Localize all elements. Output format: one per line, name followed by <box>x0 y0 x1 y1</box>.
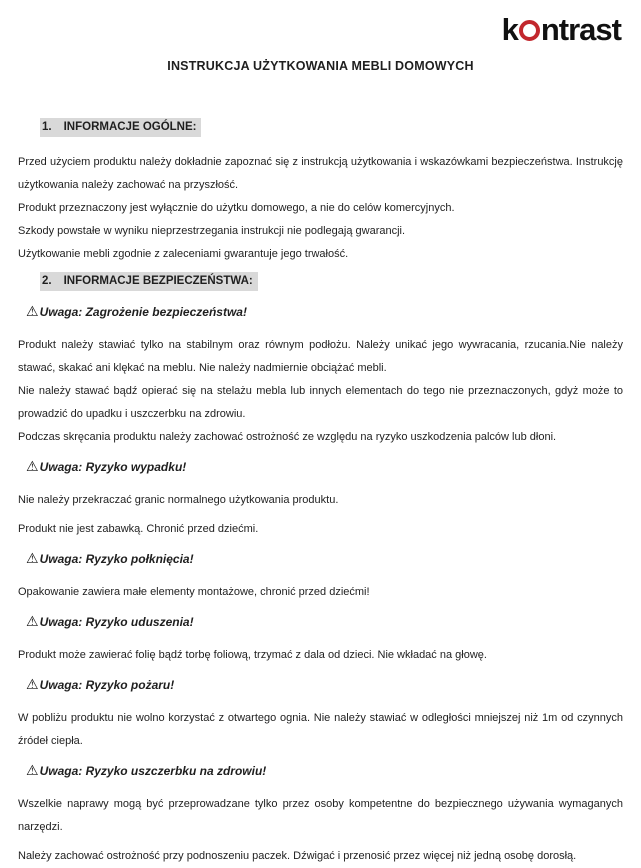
warning-triangle-icon: ⚠ <box>26 677 39 693</box>
warning-heading-ryzyko-uduszenia <box>26 613 623 631</box>
section-heading-general <box>40 118 623 137</box>
warning-title: Uwaga: Zagrożenie bezpieczeństwa! <box>39 305 247 319</box>
page-title: INSTRUKCJA UŻYTKOWANIA MEBLI DOMOWYCH <box>167 59 474 73</box>
paragraph: Przed użyciem produktu należy dokładnie zapoznać się z instrukcją użytkowania i wskazówkami bezpieczeństwa. Instrukcję użytkowania należy zachować na przyszłość. <box>18 156 623 191</box>
heading-label: INFORMACJE BEZPIECZEŃSTWA: <box>63 275 253 287</box>
paragraph: Produkt należy stawiać tylko na stabilnym oraz równym podłożu. Należy unikać jego wywracania, rzucania.Nie należy stawać, skakać ani klękać na meblu. Nie należy nadmiernie obciążać mebli. <box>18 339 623 374</box>
paragraph: Nie należy stawać bądź opierać się na stelażu mebla lub innych elementach do tego nie przeznaczonych, gdyż może to prowadzić do upadku i uszczerbku na zdrowiu. <box>18 385 623 420</box>
heading-number: 2. <box>42 275 52 287</box>
warning-triangle-icon: ⚠ <box>26 459 39 475</box>
warning-heading-ryzyko-uszczerbku-na-zdrowiu <box>26 762 623 780</box>
logo-text-before-o: k <box>501 12 518 47</box>
paragraph: Nie należy przekraczać granic normalnego użytkowania produktu. <box>18 494 339 506</box>
warning-triangle-icon: ⚠ <box>26 304 39 320</box>
warning-heading-ryzyko-wypadku <box>26 458 623 476</box>
warning-title: Uwaga: Ryzyko pożaru! <box>39 678 175 692</box>
paragraph: Szkody powstałe w wyniku nieprzestrzegania instrukcji nie podlegają gwarancji. <box>18 225 406 237</box>
warning-title: Uwaga: Ryzyko połknięcia! <box>39 552 194 566</box>
paragraph: Produkt nie jest zabawką. Chronić przed dziećmi. <box>18 523 259 535</box>
paragraph: Produkt przeznaczony jest wyłącznie do użytku domowego, a nie do celów komercyjnych. <box>18 202 455 214</box>
warning-title: Uwaga: Ryzyko uduszenia! <box>39 615 194 629</box>
warning-title: Uwaga: Ryzyko uszczerbku na zdrowiu! <box>39 764 267 778</box>
paragraph: Użytkowanie mebli zgodnie z zaleceniami gwarantuje jego trwałość. <box>18 248 349 260</box>
warning-triangle-icon: ⚠ <box>26 614 39 630</box>
paragraph: Wszelkie naprawy mogą być przeprowadzane tylko przez osoby kompetentne do bezpiecznego używania wymaganych narzędzi. <box>18 798 623 833</box>
warning-heading-zagrozenie-bezpieczenstwa <box>26 303 623 321</box>
logo-red-ring-o-icon <box>519 20 540 41</box>
warning-heading-ryzyko-pozaru <box>26 676 623 694</box>
section-heading-safety <box>40 272 623 291</box>
warning-triangle-icon: ⚠ <box>26 551 39 567</box>
paragraph: Opakowanie zawiera małe elementy montażowe, chronić przed dziećmi! <box>18 586 370 598</box>
paragraph: W pobliżu produktu nie wolno korzystać z otwartego ognia. Nie należy stawiać w odległości mniejszej niż 1m od czynnych źródeł ciepła. <box>18 712 623 747</box>
paragraph: Należy zachować ostrożność przy podnoszeniu paczek. Dźwigać i przenosić przez więcej niż jedną osobę dorosłą. <box>18 850 577 862</box>
paragraph: Podczas skręcania produktu należy zachować ostrożność ze względu na ryzyko uszkodzenia palców lub dłoni. <box>18 431 557 443</box>
warning-title: Uwaga: Ryzyko wypadku! <box>39 460 187 474</box>
heading-label: INFORMACJE OGÓLNE: <box>63 121 197 133</box>
warning-triangle-icon: ⚠ <box>26 763 39 779</box>
paragraph: Produkt może zawierać folię bądź torbę foliową, trzymać z dala od dzieci. Nie wkładać na głowę. <box>18 649 487 661</box>
warning-heading-ryzyko-polkniecia <box>26 550 623 568</box>
kontrast-logo <box>502 13 621 47</box>
logo-text-after-o: ntrast <box>540 12 621 47</box>
heading-number: 1. <box>42 121 52 133</box>
